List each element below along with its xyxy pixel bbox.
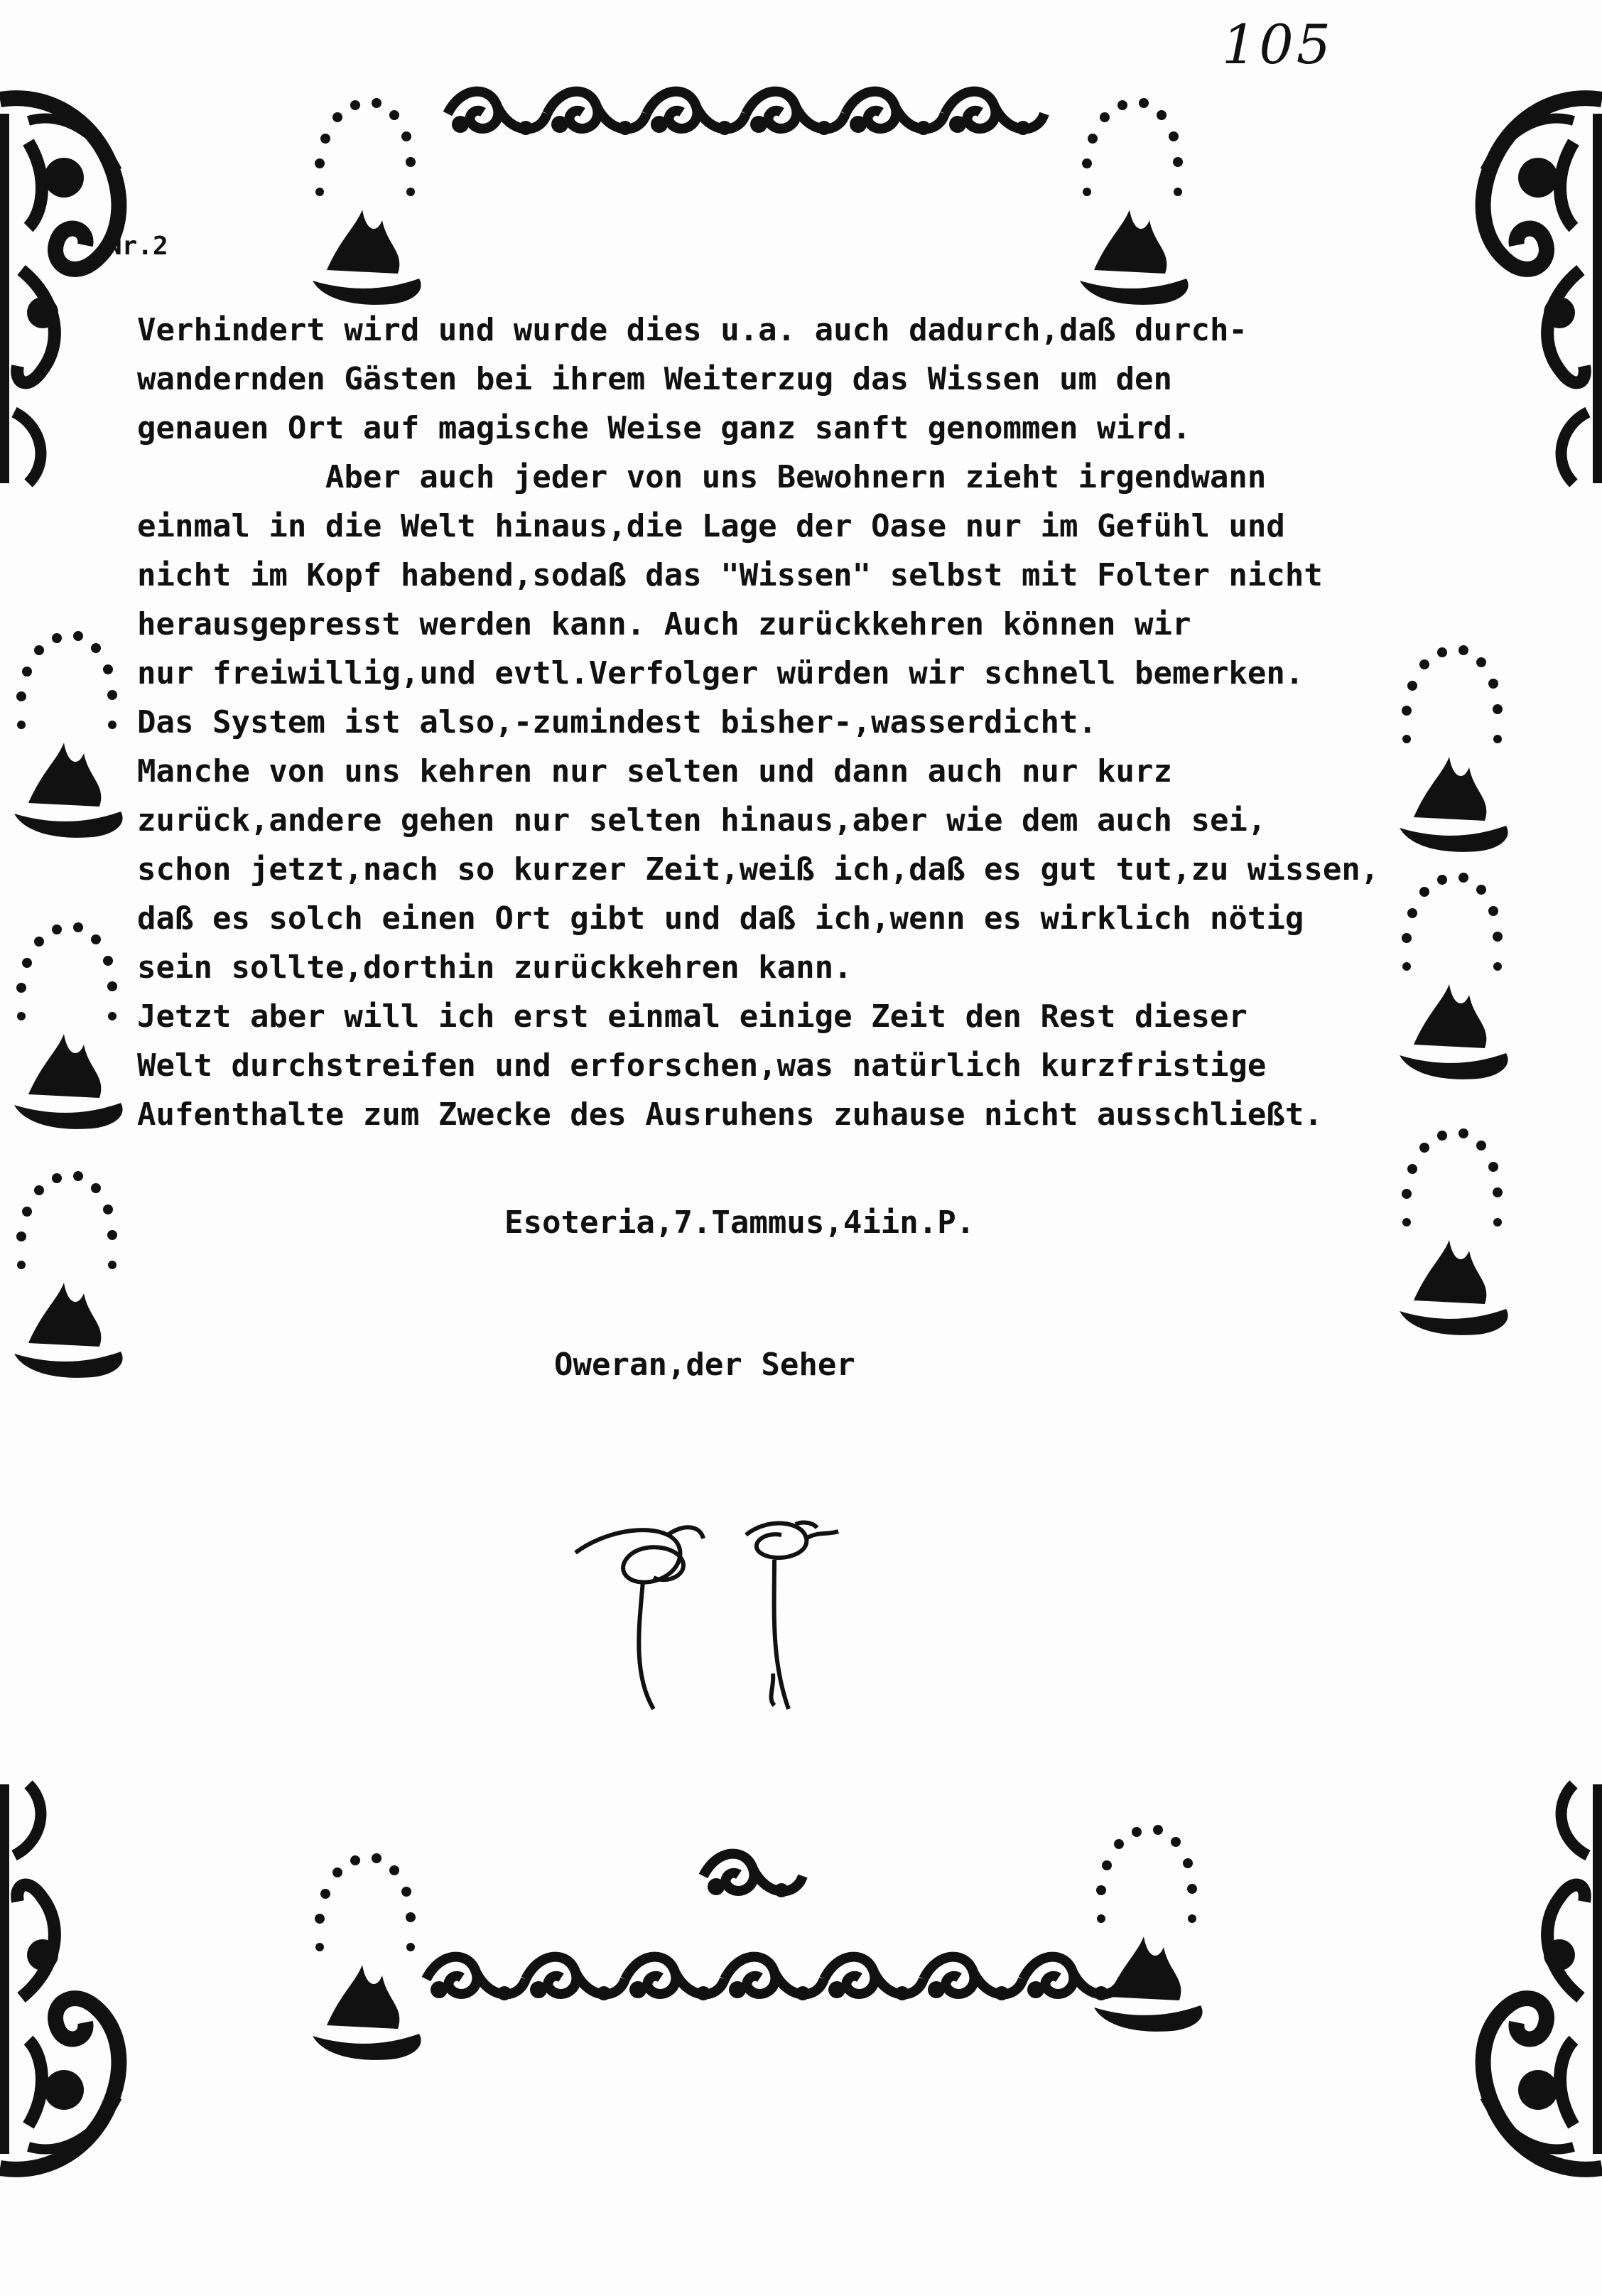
text-line: nicht im Kopf habend,sodaß das "Wissen" selbst mit Folter nicht	[137, 557, 1323, 593]
author-signature-line: Oweran,der Seher	[554, 1347, 855, 1383]
text-line: einmal in die Welt hinaus,die Lage der Oase nur im Gefühl und	[137, 508, 1285, 544]
text-line: herausgepresst werden kann. Auch zurückkehren können wir	[137, 606, 1191, 642]
text-line: wandernden Gästen bei ihrem Weiterzug das Wissen um den	[137, 361, 1172, 397]
text-line: Manche von uns kehren nur selten und dann auch nur kurz	[137, 753, 1172, 789]
letter-body	[137, 306, 1437, 1139]
text-line: nur freiwillig,und evtl.Verfolger würden wir schnell bemerken.	[137, 655, 1304, 691]
text-line: Aber auch jeder von uns Bewohnern zieht irgendwann	[137, 459, 1267, 495]
handwritten-signature	[561, 1503, 860, 1716]
text-line: genauen Ort auf magische Weise ganz sanft genommen wird.	[137, 410, 1191, 446]
document-number: Nr.2	[107, 232, 168, 261]
text-line: Verhindert wird und wurde dies u.a. auch dadurch,daß durch-	[137, 312, 1247, 348]
text-line: Aufenthalte zum Zwecke des Ausruhens zuhause nicht ausschließt.	[137, 1096, 1323, 1133]
text-line: Welt durchstreifen und erforschen,was natürlich kurzfristige	[137, 1047, 1267, 1084]
page-number: 105	[1222, 13, 1334, 76]
text-line: daß es solch einen Ort gibt und daß ich,wenn es wirklich nötig	[137, 900, 1304, 937]
text-line: Jetzt aber will ich erst einmal einige Zeit den Rest dieser	[137, 998, 1247, 1035]
text-line: schon jetzt,nach so kurzer Zeit,weiß ich,daß es gut tut,zu wissen,	[137, 851, 1380, 888]
text-line: sein sollte,dorthin zurückkehren kann.	[137, 949, 853, 986]
text-line: zurück,andere gehen nur selten hinaus,aber wie dem auch sei,	[137, 802, 1267, 839]
place-date: Esoteria,7.Tammus,4iin.P.	[504, 1204, 975, 1241]
text-line: Das System ist also,-zumindest bisher-,wasserdicht.	[137, 704, 1098, 740]
